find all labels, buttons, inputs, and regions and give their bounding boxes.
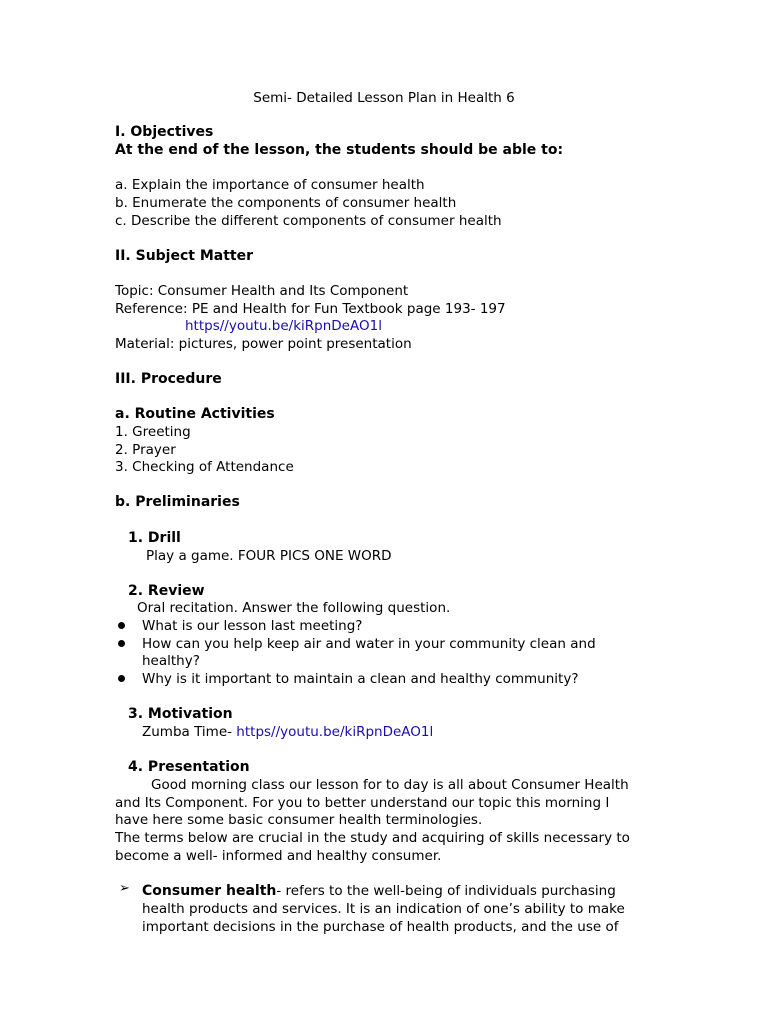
motivation-line (142, 723, 433, 741)
routine-item: 2. Prayer (115, 442, 176, 458)
objective-item: c. Describe the different components of consumer health (115, 213, 502, 229)
presentation-line: Good morning class our lesson for to day is all about Consumer Health (151, 777, 629, 793)
drill-heading: 1. Drill (128, 530, 181, 546)
term-definition-line: health products and services. It is an indication of one’s ability to make (142, 901, 625, 917)
procedure-heading: III. Procedure (115, 371, 222, 387)
term-definition: - refers to the well-being of individuals purchasing (276, 883, 616, 899)
motivation-text: Zumba Time- (142, 724, 232, 740)
presentation-line: have here some basic consumer health terminologies. (115, 812, 483, 828)
subject-matter-heading: II. Subject Matter (115, 248, 254, 264)
motivation-heading: 3. Motivation (128, 706, 233, 722)
review-question-continued: healthy? (142, 653, 200, 669)
routine-item: 3. Checking of Attendance (115, 459, 294, 475)
document-title: Semi- Detailed Lesson Plan in Health 6 (253, 90, 515, 106)
drill-text: Play a game. FOUR PICS ONE WORD (146, 548, 392, 564)
review-question: What is our lesson last meeting? (142, 618, 363, 634)
arrow-bullet-icon: ➢ (119, 881, 130, 896)
routine-heading: a. Routine Activities (115, 406, 275, 422)
routine-item: 1. Greeting (115, 424, 191, 440)
term-label: Consumer health (142, 883, 277, 899)
objective-item: b. Enumerate the components of consumer health (115, 195, 457, 211)
presentation-line: The terms below are crucial in the study and acquiring of skills necessary to (115, 830, 630, 846)
bullet-icon (118, 622, 125, 629)
material-line: Material: pictures, power point presentation (115, 336, 412, 352)
objectives-intro: At the end of the lesson, the students should be able to: (115, 142, 564, 158)
term-definition-line: important decisions in the purchase of health products, and the use of (142, 919, 619, 935)
motivation-link[interactable]: https//youtu.be/kiRpnDeAO1l (236, 724, 434, 740)
review-heading: 2. Review (128, 583, 205, 599)
objective-item: a. Explain the importance of consumer health (115, 177, 425, 193)
term-line (142, 882, 616, 900)
objectives-heading: I. Objectives (115, 124, 214, 140)
presentation-line: and Its Component. For you to better understand our topic this morning I (115, 795, 610, 811)
reference-line: Reference: PE and Health for Fun Textbook page 193- 197 (115, 301, 506, 317)
presentation-line: become a well- informed and healthy consumer. (115, 848, 442, 864)
reference-link[interactable]: https//youtu.be/kiRpnDeAO1l (185, 318, 382, 334)
preliminaries-heading: b. Preliminaries (115, 494, 240, 510)
review-question: Why is it important to maintain a clean and healthy community? (142, 671, 579, 687)
bullet-icon (118, 675, 125, 682)
review-question: How can you help keep air and water in your community clean and (142, 636, 596, 652)
topic-line: Topic: Consumer Health and Its Component (115, 283, 409, 299)
bullet-icon (118, 640, 125, 647)
review-text: Oral recitation. Answer the following question. (137, 600, 451, 616)
presentation-heading: 4. Presentation (128, 759, 250, 775)
